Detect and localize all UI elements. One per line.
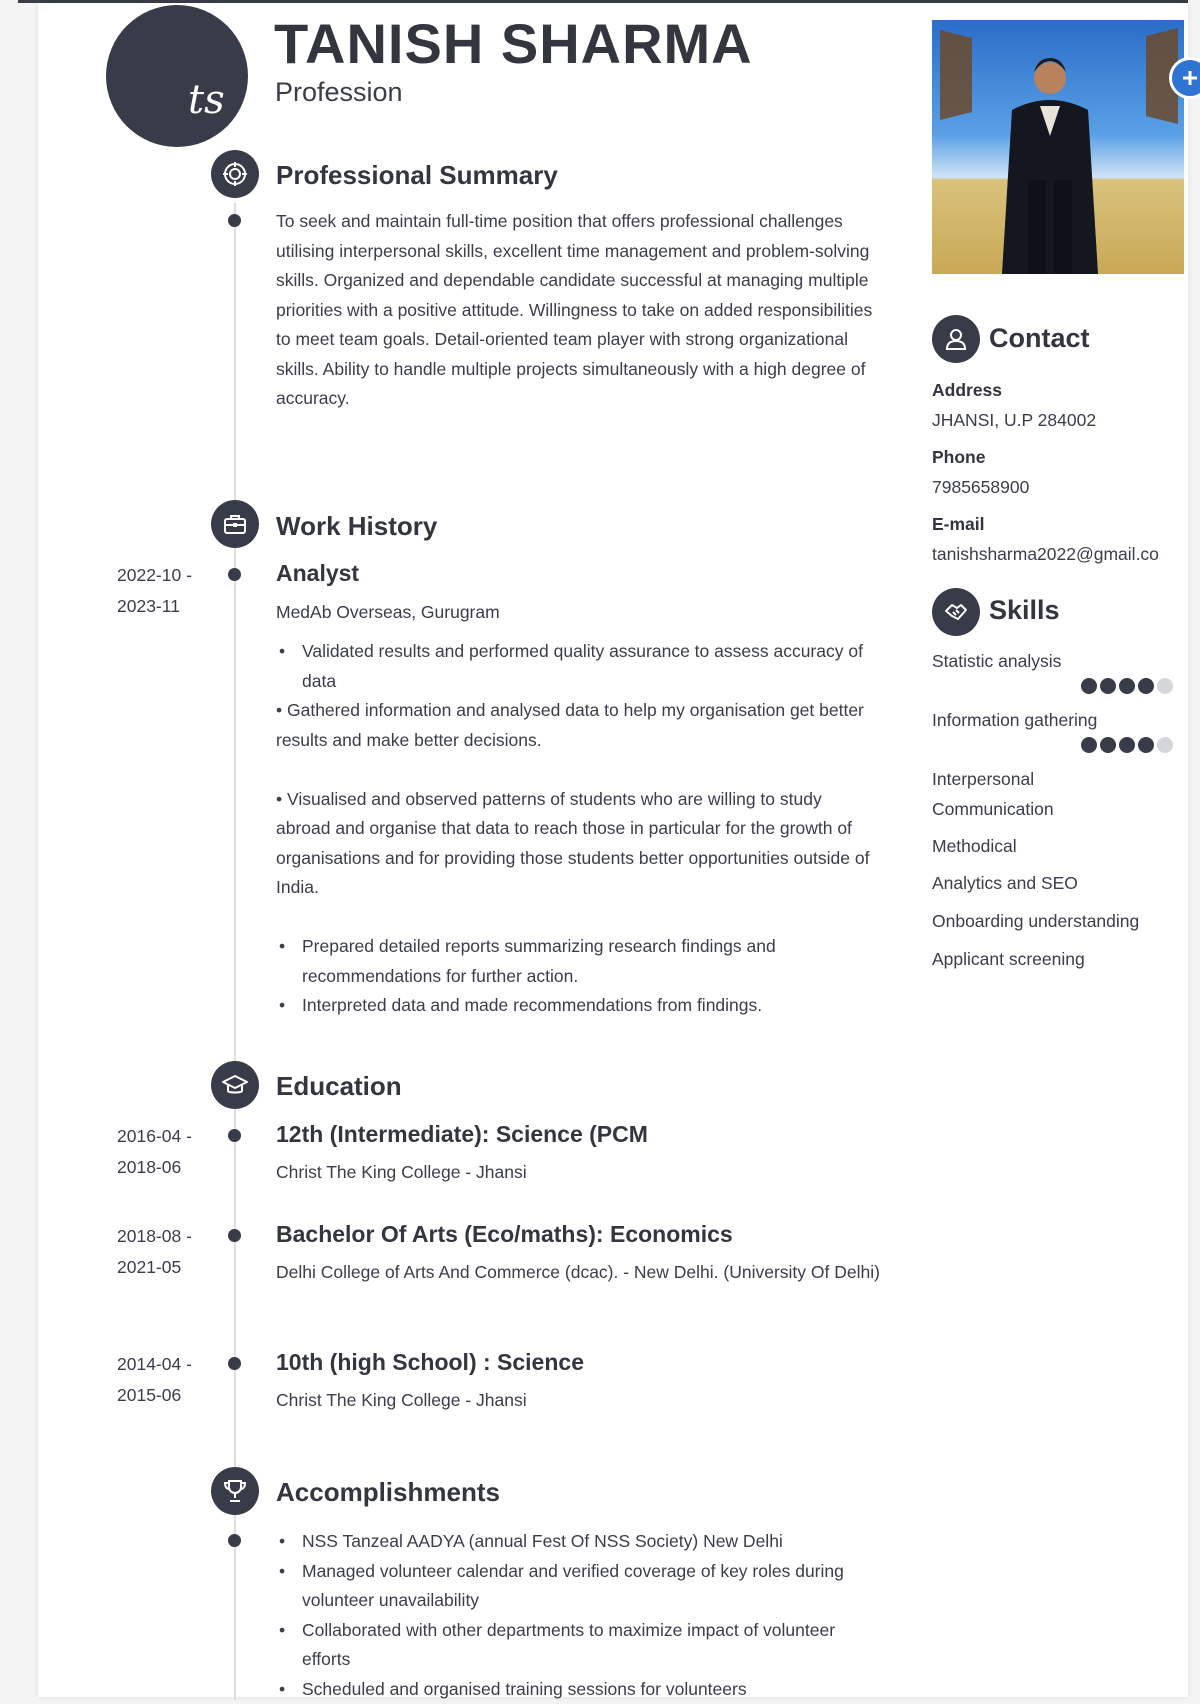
timeline-dot [228, 1229, 241, 1242]
job-date-start: 2022-10 - [117, 560, 192, 591]
profession-text: Profession [275, 77, 403, 108]
rating-dot [1100, 678, 1116, 694]
graduation-cap-icon [211, 1061, 259, 1109]
email-label: E-mail [932, 514, 985, 535]
edu-date-start: 2016-04 - [117, 1121, 192, 1152]
skill-item: Onboarding understanding [932, 907, 1192, 937]
skill-item: Statistic analysis [932, 647, 1192, 677]
job-text-1: • Gathered information and analysed data to help my organisation get better results and make better decisions. [276, 696, 876, 755]
edu-school: Christ The King College - Jhansi [276, 1386, 886, 1416]
resume-page [38, 3, 1188, 1697]
edu-date-end: 2018-06 [117, 1152, 192, 1183]
skill-rating [1081, 737, 1173, 753]
job-company: MedAb Overseas, Gurugram [276, 598, 886, 628]
rating-dot [1157, 678, 1173, 694]
rating-dot [1100, 737, 1116, 753]
skill-item: Information gathering [932, 706, 1192, 736]
monogram-avatar [106, 5, 248, 147]
edu-degree: Bachelor Of Arts (Eco/maths): Economics [276, 1221, 733, 1248]
job-date-end: 2023-11 [117, 591, 192, 622]
edu-school: Christ The King College - Jhansi [276, 1158, 886, 1188]
edu-date-start: 2018-08 - [117, 1221, 192, 1252]
section-title-work: Work History [276, 511, 437, 542]
rating-dot [1157, 737, 1173, 753]
edu-school: Delhi College of Arts And Commerce (dcac). - New Delhi. (University Of Delhi) [276, 1258, 886, 1288]
rating-dot [1119, 678, 1135, 694]
edu-degree: 10th (high School) : Science [276, 1349, 584, 1376]
edu-degree: 12th (Intermediate): Science (PCM [276, 1121, 648, 1148]
skill-item: Interpersonal Communication [932, 765, 1082, 824]
bullet-item: • Interpreted data and made recommendations from findings. [276, 991, 876, 1021]
target-icon [211, 150, 259, 198]
trophy-icon [211, 1467, 259, 1515]
bullet-item: • Prepared detailed reports summarizing research findings and recommendations for further action. [276, 932, 876, 991]
briefcase-icon [211, 500, 259, 548]
bullet-item: • Collaborated with other departments to maximize impact of volunteer efforts [276, 1616, 876, 1675]
handshake-icon [932, 588, 980, 636]
rating-dot [1081, 737, 1097, 753]
rating-dot [1138, 737, 1154, 753]
bullet-item: • Validated results and performed quality assurance to assess accuracy of data [276, 637, 876, 696]
job-bullets-2 [276, 932, 876, 1021]
skill-rating [1081, 678, 1173, 694]
job-date [117, 560, 192, 622]
skills-title: Skills [989, 595, 1060, 626]
edu-date-end: 2015-06 [117, 1380, 192, 1411]
accomplishment-bullets [276, 1527, 876, 1704]
section-title-summary: Professional Summary [276, 160, 558, 191]
job-details [276, 637, 876, 1021]
bullet-item: • NSS Tanzeal AADYA (annual Fest Of NSS Society) New Delhi [276, 1527, 876, 1557]
job-text-2: • Visualised and observed patterns of students who are willing to study abroad and organise that data to reach those in particular for the growth of organisations and for providing those students better opportunities outside of India. [276, 785, 876, 903]
edu-date-end: 2021-05 [117, 1252, 192, 1283]
edu-date [117, 1121, 192, 1183]
monogram-text: ts [188, 77, 225, 123]
timeline-dot [228, 1129, 241, 1142]
bullet-item: • Managed volunteer calendar and verified coverage of key roles during volunteer unavailability [276, 1557, 876, 1616]
address-label: Address [932, 380, 1002, 401]
edu-date [117, 1349, 192, 1411]
phone-label: Phone [932, 447, 985, 468]
summary-text: To seek and maintain full-time position that offers professional challenges utilising interpersonal skills, excellent time management and problem-solving skills. Organized and dependable candidate successful at managing multiple priorities with a positive attitude. Willingness to take on added responsibilities to meet team goals. Detail-oriented team player with strong organizational skills. Ability to handle multiple projects simultaneously with a high degree of accuracy. [276, 207, 876, 414]
section-title-accomplishments: Accomplishments [276, 1477, 500, 1508]
rating-dot [1138, 678, 1154, 694]
rating-dot [1119, 737, 1135, 753]
accomplishments-list [276, 1527, 876, 1704]
timeline-dot [228, 1357, 241, 1370]
rating-dot [1081, 678, 1097, 694]
job-title: Analyst [276, 560, 359, 587]
person-icon [932, 315, 980, 363]
skill-item: Applicant screening [932, 945, 1192, 975]
email-link[interactable]: tanishsharma2022@gmail.co [932, 544, 1159, 565]
contact-title: Contact [989, 323, 1090, 354]
bullet-item: • Scheduled and organised training sessions for volunteers [276, 1675, 876, 1704]
skill-item: Methodical [932, 832, 1192, 862]
edu-date-start: 2014-04 - [117, 1349, 192, 1380]
job-bullets-1 [276, 637, 876, 696]
profile-photo [932, 20, 1184, 274]
skill-item: Analytics and SEO [932, 869, 1192, 899]
phone-value: 7985658900 [932, 477, 1029, 498]
timeline-dot [228, 214, 241, 227]
edu-date [117, 1221, 192, 1283]
section-title-education: Education [276, 1071, 402, 1102]
timeline-dot [228, 1534, 241, 1547]
candidate-name: TANISH SHARMA [274, 11, 753, 76]
timeline-dot [228, 568, 241, 581]
address-value: JHANSI, U.P 284002 [932, 410, 1096, 431]
